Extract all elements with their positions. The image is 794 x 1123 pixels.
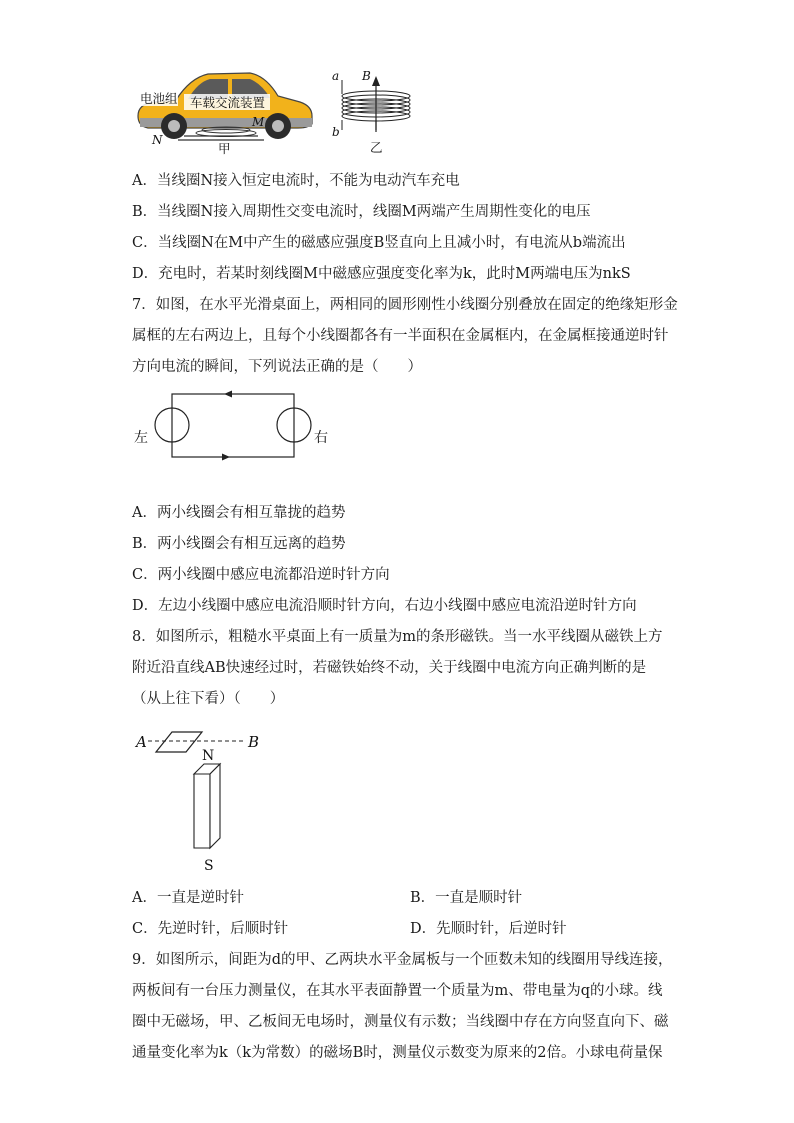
q7-option-b: B．两小线圈会有相互远离的趋势	[132, 536, 346, 552]
coil-figure-caption: 乙	[370, 140, 383, 155]
device-label: 车载交流装置	[190, 95, 266, 110]
q9-stem-line: 9．如图所示，间距为d的甲、乙两块水平金属板与一个匝数未知的线圈用导线连接，	[132, 952, 673, 968]
q7-stem-line: 属框的左右两边上，且每个小线圈都各有一半面积在金属框内，在金属框接通逆时针	[132, 328, 669, 344]
frame-figure	[132, 388, 332, 464]
terminal-b-label: b	[332, 125, 340, 139]
q8-option-c: C．先逆时针，后顺时针	[132, 921, 289, 937]
q8-option-a: A．一直是逆时针	[132, 890, 244, 906]
q7-stem-line: 方向电流的瞬间，下列说法正确的是（ ）	[132, 359, 422, 375]
q7-option-d: D．左边小线圈中感应电流沿顺时针方向，右边小线圈中感应电流沿逆时针方向	[132, 598, 637, 614]
q6-option-c: C．当线圈N在M中产生的磁感应强度B竖直向上且减小时，有电流从b端流出	[132, 235, 626, 251]
point-b-label: B	[248, 733, 260, 751]
coil-figure	[328, 68, 418, 158]
q8-stem-line: （从上往下看）（ ）	[132, 691, 285, 707]
q9-stem-line: 两板间有一台压力测量仪，在其水平表面静置一个质量为m、带电量为q的小球。线	[132, 983, 663, 999]
coil-n-label: N	[152, 133, 163, 147]
q8-stem-line: 8．如图所示，粗糙水平桌面上有一质量为m的条形磁铁。当一水平线圈从磁铁上方	[132, 629, 663, 645]
q8-option-d: D．先顺时针，后逆时针	[410, 921, 567, 937]
field-b-label: B	[362, 69, 371, 83]
coil-m-label: M	[252, 115, 265, 129]
point-a-label: A	[136, 733, 147, 751]
q9-stem-line: 通量变化率为k（k为常数）的磁场B时，测量仪示数变为原来的2倍。小球电荷量保	[132, 1045, 663, 1061]
q9-stem-line: 圈中无磁场，甲、乙板间无电场时，测量仪有示数；当线圈中存在方向竖直向下、磁	[132, 1014, 669, 1030]
q7-option-c: C．两小线圈中感应电流都沿逆时针方向	[132, 567, 390, 583]
right-coil-label: 右	[314, 430, 328, 446]
q6-option-a: A．当线圈N接入恒定电流时，不能为电动汽车充电	[132, 173, 460, 189]
q7-stem-line: 7．如图，在水平光滑桌面上，两相同的圆形刚性小线圈分别叠放在固定的绝缘矩形金	[132, 297, 678, 313]
q6-option-d: D．充电时，若某时刻线圈M中磁感应强度变化率为k，此时M两端电压为nkS	[132, 266, 631, 282]
terminal-a-label: a	[332, 69, 340, 83]
magnet-s-label: S	[204, 858, 214, 874]
magnet-n-label: N	[202, 748, 215, 764]
battery-label: 电池组	[140, 91, 178, 106]
car-figure	[128, 64, 318, 156]
q8-option-b: B．一直是顺时针	[410, 890, 523, 906]
magnet-figure	[132, 724, 282, 876]
q6-option-b: B．当线圈N接入周期性交变电流时，线圈M两端产生周期性变化的电压	[132, 204, 591, 220]
car-figure-caption: 甲	[218, 141, 231, 156]
q7-option-a: A．两小线圈会有相互靠拢的趋势	[132, 505, 346, 521]
left-coil-label: 左	[134, 430, 148, 446]
q8-stem-line: 附近沿直线AB快速经过时，若磁铁始终不动，关于线圈中电流方向正确判断的是	[132, 660, 647, 676]
